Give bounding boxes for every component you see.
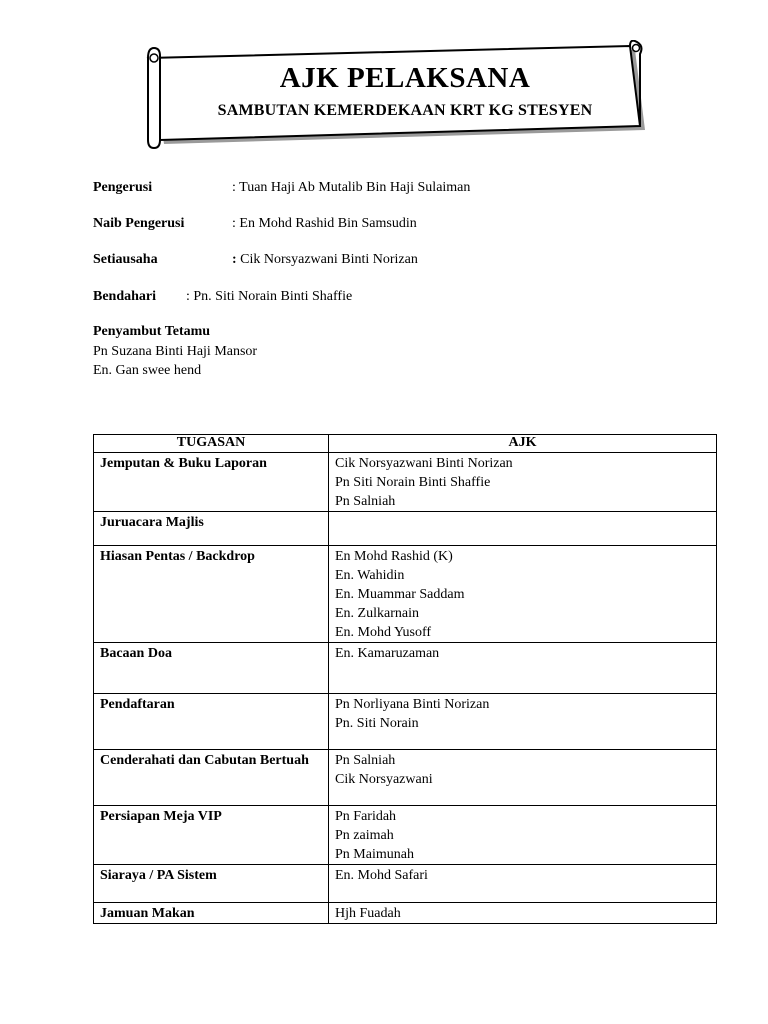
greeter-name: Pn Suzana Binti Haji Mansor [93, 344, 258, 359]
members-cell [329, 643, 717, 694]
task-cell: Jemputan & Buku Laporan [94, 453, 329, 512]
table-row [94, 643, 717, 694]
officer-value-secretary: : Cik Norsyazwani Binti Norizan [232, 252, 418, 267]
member-name: Pn zaimah [335, 828, 394, 843]
member-name: Hjh Fuadah [335, 906, 401, 921]
members-cell [329, 750, 717, 806]
officer-value-chairman: : Tuan Haji Ab Mutalib Bin Haji Sulaiman [232, 180, 471, 195]
greeter-name: En. Gan swee hend [93, 363, 202, 378]
member-name: Pn Salniah [335, 494, 396, 509]
task-cell: Pendaftaran [94, 694, 329, 750]
officer-label-chairman: Pengerusi [93, 180, 153, 195]
member-name: En. Mohd Yusoff [335, 625, 432, 640]
greeters-heading: Penyambut Tetamu [93, 324, 211, 339]
table-row [94, 903, 717, 924]
table-header-row [94, 435, 717, 453]
member-name: En. Kamaruzaman [335, 646, 440, 661]
table-row [94, 750, 717, 806]
officer-value-treasurer: : Pn. Siti Norain Binti Shaffie [186, 289, 353, 304]
members-cell [329, 903, 717, 924]
member-name: Pn Siti Norain Binti Shaffie [335, 475, 491, 490]
task-cell: Persiapan Meja VIP [94, 806, 329, 865]
task-cell: Hiasan Pentas / Backdrop [94, 546, 329, 643]
officer-value-vice-chairman: : En Mohd Rashid Bin Samsudin [232, 216, 417, 231]
document-subtitle: SAMBUTAN KEMERDEKAAN KRT KG STESYEN [217, 102, 593, 119]
task-cell: Cenderahati dan Cabutan Bertuah [94, 750, 329, 806]
members-cell [329, 453, 717, 512]
members-cell [329, 865, 717, 903]
member-name: Pn Salniah [335, 753, 396, 768]
member-name: Pn Maimunah [335, 847, 414, 862]
members-cell [329, 546, 717, 643]
member-name: Pn Faridah [335, 809, 397, 824]
member-name: En. Wahidin [335, 568, 405, 583]
task-cell: Bacaan Doa [94, 643, 329, 694]
duties-table [93, 434, 717, 924]
task-cell: Jamuan Makan [94, 903, 329, 924]
table-row [94, 453, 717, 512]
member-name: En. Muammar Saddam [335, 587, 465, 602]
officer-label-vice-chairman: Naib Pengerusi [93, 216, 185, 231]
column-header-task: TUGASAN [94, 435, 329, 453]
document-title: AJK PELAKSANA [279, 62, 531, 94]
table-row [94, 512, 717, 546]
column-header-committee: AJK [329, 435, 717, 453]
member-name: Pn. Siti Norain [335, 716, 419, 731]
members-cell [329, 806, 717, 865]
member-name: Cik Norsyazwani Binti Norizan [335, 456, 513, 471]
member-name: En. Zulkarnain [335, 606, 419, 621]
scroll-banner [138, 40, 658, 160]
table-row [94, 806, 717, 865]
table-row [94, 694, 717, 750]
table-row [94, 546, 717, 643]
table-row [94, 865, 717, 903]
members-cell [329, 694, 717, 750]
task-cell: Juruacara Majlis [94, 512, 329, 546]
member-name: Cik Norsyazwani [335, 772, 433, 787]
members-cell [329, 512, 717, 546]
member-name: En. Mohd Safari [335, 868, 428, 883]
member-name: En Mohd Rashid (K) [335, 549, 453, 564]
task-cell: Siaraya / PA Sistem [94, 865, 329, 903]
officer-label-secretary: Setiausaha [93, 252, 158, 267]
member-name: Pn Norliyana Binti Norizan [335, 697, 490, 712]
officer-label-treasurer: Bendahari [93, 289, 157, 304]
